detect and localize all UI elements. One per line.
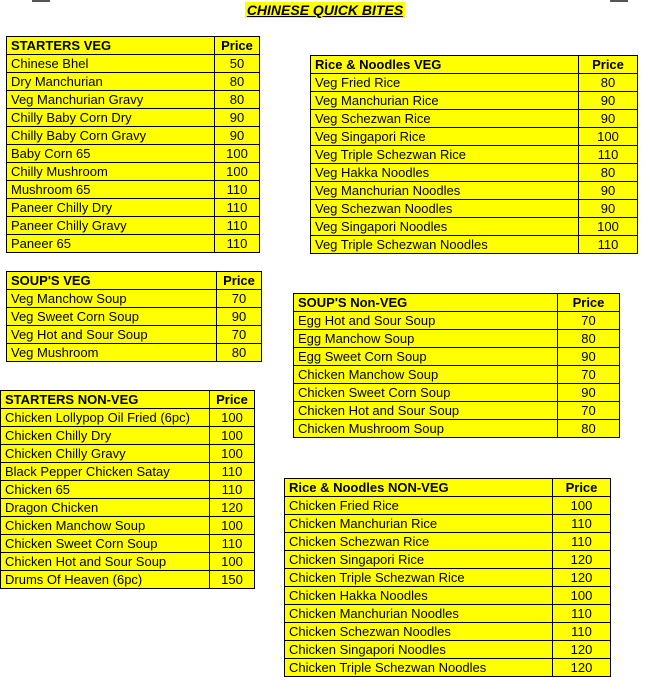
- item-name: Egg Sweet Corn Soup: [294, 348, 558, 366]
- item-name: Dry Manchurian: [7, 73, 215, 91]
- item-price: 70: [558, 312, 620, 330]
- item-name: Chicken Manchurian Noodles: [285, 605, 553, 623]
- menu-item-row: [285, 533, 611, 551]
- item-name: Chilly Baby Corn Gravy: [7, 127, 215, 145]
- item-price: 110: [215, 199, 260, 217]
- item-name: Mushroom 65: [7, 181, 215, 199]
- price-header: Price: [215, 37, 260, 55]
- item-name: Chicken Hot and Sour Soup: [1, 553, 210, 571]
- item-price: 110: [215, 235, 260, 253]
- price-header: Price: [558, 294, 620, 312]
- item-price: 110: [210, 535, 255, 553]
- page-title-text: CHINESE QUICK BITES: [246, 2, 404, 18]
- item-price: 90: [558, 384, 620, 402]
- menu-item-row: [311, 236, 638, 254]
- table-header-row: [1, 391, 255, 409]
- item-price: 80: [579, 74, 638, 92]
- item-name: Veg Singapori Noodles: [311, 218, 579, 236]
- menu-item-row: [311, 182, 638, 200]
- item-price: 90: [217, 308, 262, 326]
- section-title: SOUP'S VEG: [7, 272, 217, 290]
- menu-item-row: [7, 290, 262, 308]
- item-price: 100: [215, 163, 260, 181]
- menu-item-row: [285, 497, 611, 515]
- price-header: Price: [217, 272, 262, 290]
- menu-item-row: [294, 420, 620, 438]
- starters-veg-table: [6, 36, 260, 253]
- item-name: Chicken Singapori Rice: [285, 551, 553, 569]
- item-price: 100: [210, 517, 255, 535]
- item-price: 90: [579, 182, 638, 200]
- menu-item-row: [7, 326, 262, 344]
- item-price: 80: [217, 344, 262, 362]
- page-title: [0, 2, 650, 18]
- price-header: Price: [579, 56, 638, 74]
- table-header-row: [285, 479, 611, 497]
- item-price: 100: [579, 128, 638, 146]
- item-name: Chicken Hakka Noodles: [285, 587, 553, 605]
- menu-item-row: [7, 55, 260, 73]
- menu-item-row: [1, 499, 255, 517]
- item-price: 90: [215, 109, 260, 127]
- menu-item-row: [1, 445, 255, 463]
- soups-veg-table: [6, 271, 262, 362]
- menu-item-row: [285, 551, 611, 569]
- item-price: 110: [579, 236, 638, 254]
- menu-item-row: [7, 217, 260, 235]
- item-price: 110: [215, 217, 260, 235]
- menu-item-row: [1, 409, 255, 427]
- item-price: 90: [579, 200, 638, 218]
- item-name: Veg Mushroom: [7, 344, 217, 362]
- section-title: SOUP'S Non-VEG: [294, 294, 558, 312]
- menu-item-row: [311, 92, 638, 110]
- item-name: Paneer Chilly Dry: [7, 199, 215, 217]
- table-header-row: [311, 56, 638, 74]
- item-price: 90: [579, 92, 638, 110]
- price-header: Price: [210, 391, 255, 409]
- item-price: 90: [579, 110, 638, 128]
- item-price: 90: [215, 127, 260, 145]
- menu-item-row: [7, 235, 260, 253]
- item-price: 120: [210, 499, 255, 517]
- menu-item-row: [285, 641, 611, 659]
- menu-item-row: [285, 605, 611, 623]
- item-name: Dragon Chicken: [1, 499, 210, 517]
- item-price: 100: [553, 587, 611, 605]
- item-name: Chinese Bhel: [7, 55, 215, 73]
- item-price: 100: [553, 497, 611, 515]
- item-name: Chilly Baby Corn Dry: [7, 109, 215, 127]
- item-price: 100: [210, 553, 255, 571]
- item-price: 100: [210, 445, 255, 463]
- item-name: Chicken Lollypop Oil Fried (6pc): [1, 409, 210, 427]
- menu-item-row: [294, 366, 620, 384]
- item-name: Chicken Manchow Soup: [294, 366, 558, 384]
- item-price: 70: [558, 366, 620, 384]
- menu-item-row: [7, 181, 260, 199]
- item-price: 100: [215, 145, 260, 163]
- section-title: STARTERS NON-VEG: [1, 391, 210, 409]
- section-title: Rice & Noodles NON-VEG: [285, 479, 553, 497]
- menu-item-row: [294, 312, 620, 330]
- item-price: 70: [217, 290, 262, 308]
- item-name: Chicken Fried Rice: [285, 497, 553, 515]
- item-price: 110: [553, 533, 611, 551]
- menu-item-row: [294, 384, 620, 402]
- item-price: 80: [215, 91, 260, 109]
- menu-item-row: [7, 73, 260, 91]
- item-name: Veg Manchurian Gravy: [7, 91, 215, 109]
- starters-nonveg-table: [0, 390, 255, 589]
- menu-item-row: [1, 535, 255, 553]
- item-name: Chicken Manchurian Rice: [285, 515, 553, 533]
- item-price: 100: [210, 427, 255, 445]
- item-name: Veg Manchurian Noodles: [311, 182, 579, 200]
- item-name: Egg Hot and Sour Soup: [294, 312, 558, 330]
- menu-item-row: [7, 91, 260, 109]
- item-name: Veg Hakka Noodles: [311, 164, 579, 182]
- item-name: Chicken Hot and Sour Soup: [294, 402, 558, 420]
- menu-item-row: [7, 145, 260, 163]
- item-price: 80: [215, 73, 260, 91]
- item-name: Paneer 65: [7, 235, 215, 253]
- item-price: 110: [553, 515, 611, 533]
- item-name: Chicken Schezwan Noodles: [285, 623, 553, 641]
- table-header-row: [7, 37, 260, 55]
- item-name: Egg Manchow Soup: [294, 330, 558, 348]
- item-price: 100: [579, 218, 638, 236]
- item-price: 120: [553, 659, 611, 677]
- item-price: 120: [553, 551, 611, 569]
- menu-item-row: [285, 659, 611, 677]
- soups-nonveg-table: [293, 293, 620, 438]
- item-name: Veg Manchow Soup: [7, 290, 217, 308]
- item-name: Veg Hot and Sour Soup: [7, 326, 217, 344]
- item-price: 70: [217, 326, 262, 344]
- item-name: Chicken Chilly Gravy: [1, 445, 210, 463]
- item-price: 150: [210, 571, 255, 589]
- item-price: 50: [215, 55, 260, 73]
- menu-item-row: [7, 127, 260, 145]
- item-name: Veg Triple Schezwan Noodles: [311, 236, 579, 254]
- item-price: 110: [215, 181, 260, 199]
- item-name: Chicken Mushroom Soup: [294, 420, 558, 438]
- item-price: 70: [558, 402, 620, 420]
- item-name: Chicken Chilly Dry: [1, 427, 210, 445]
- rice-noodles-nonveg-table: [284, 478, 611, 677]
- item-price: 80: [558, 420, 620, 438]
- table-header-row: [294, 294, 620, 312]
- item-price: 120: [553, 641, 611, 659]
- menu-item-row: [285, 587, 611, 605]
- item-price: 120: [553, 569, 611, 587]
- item-name: Veg Triple Schezwan Rice: [311, 146, 579, 164]
- item-name: Chicken Sweet Corn Soup: [294, 384, 558, 402]
- menu-item-row: [1, 427, 255, 445]
- item-price: 100: [210, 409, 255, 427]
- menu-item-row: [285, 515, 611, 533]
- item-price: 110: [579, 146, 638, 164]
- menu-item-row: [311, 128, 638, 146]
- item-name: Veg Schezwan Noodles: [311, 200, 579, 218]
- item-name: Veg Schezwan Rice: [311, 110, 579, 128]
- item-name: Chicken Singapori Noodles: [285, 641, 553, 659]
- item-name: Chilly Mushroom: [7, 163, 215, 181]
- item-name: Chicken Schezwan Rice: [285, 533, 553, 551]
- menu-item-row: [1, 553, 255, 571]
- menu-item-row: [294, 402, 620, 420]
- item-price: 110: [210, 463, 255, 481]
- item-name: Paneer Chilly Gravy: [7, 217, 215, 235]
- item-price: 110: [210, 481, 255, 499]
- item-price: 110: [553, 623, 611, 641]
- item-price: 80: [579, 164, 638, 182]
- item-name: Chicken Sweet Corn Soup: [1, 535, 210, 553]
- menu-item-row: [285, 623, 611, 641]
- menu-item-row: [1, 481, 255, 499]
- table-header-row: [7, 272, 262, 290]
- menu-item-row: [311, 200, 638, 218]
- item-name: Black Pepper Chicken Satay: [1, 463, 210, 481]
- item-name: Veg Singapori Rice: [311, 128, 579, 146]
- menu-item-row: [7, 199, 260, 217]
- menu-item-row: [311, 74, 638, 92]
- item-name: Veg Manchurian Rice: [311, 92, 579, 110]
- item-name: Chicken 65: [1, 481, 210, 499]
- item-name: Chicken Triple Schezwan Rice: [285, 569, 553, 587]
- menu-item-row: [311, 164, 638, 182]
- item-price: 90: [558, 348, 620, 366]
- menu-item-row: [7, 344, 262, 362]
- menu-item-row: [311, 146, 638, 164]
- menu-item-row: [1, 571, 255, 589]
- menu-item-row: [311, 110, 638, 128]
- menu-item-row: [311, 218, 638, 236]
- item-price: 110: [553, 605, 611, 623]
- item-name: Veg Fried Rice: [311, 74, 579, 92]
- item-name: Veg Sweet Corn Soup: [7, 308, 217, 326]
- item-name: Baby Corn 65: [7, 145, 215, 163]
- price-header: Price: [553, 479, 611, 497]
- section-title: Rice & Noodles VEG: [311, 56, 579, 74]
- menu-item-row: [285, 569, 611, 587]
- item-name: Chicken Triple Schezwan Noodles: [285, 659, 553, 677]
- item-name: Chicken Manchow Soup: [1, 517, 210, 535]
- item-name: Drums Of Heaven (6pc): [1, 571, 210, 589]
- rice-noodles-veg-table: [310, 55, 638, 254]
- menu-item-row: [294, 348, 620, 366]
- menu-item-row: [1, 463, 255, 481]
- menu-item-row: [7, 308, 262, 326]
- menu-item-row: [1, 517, 255, 535]
- section-title: STARTERS VEG: [7, 37, 215, 55]
- menu-item-row: [7, 109, 260, 127]
- menu-item-row: [7, 163, 260, 181]
- item-price: 80: [558, 330, 620, 348]
- menu-item-row: [294, 330, 620, 348]
